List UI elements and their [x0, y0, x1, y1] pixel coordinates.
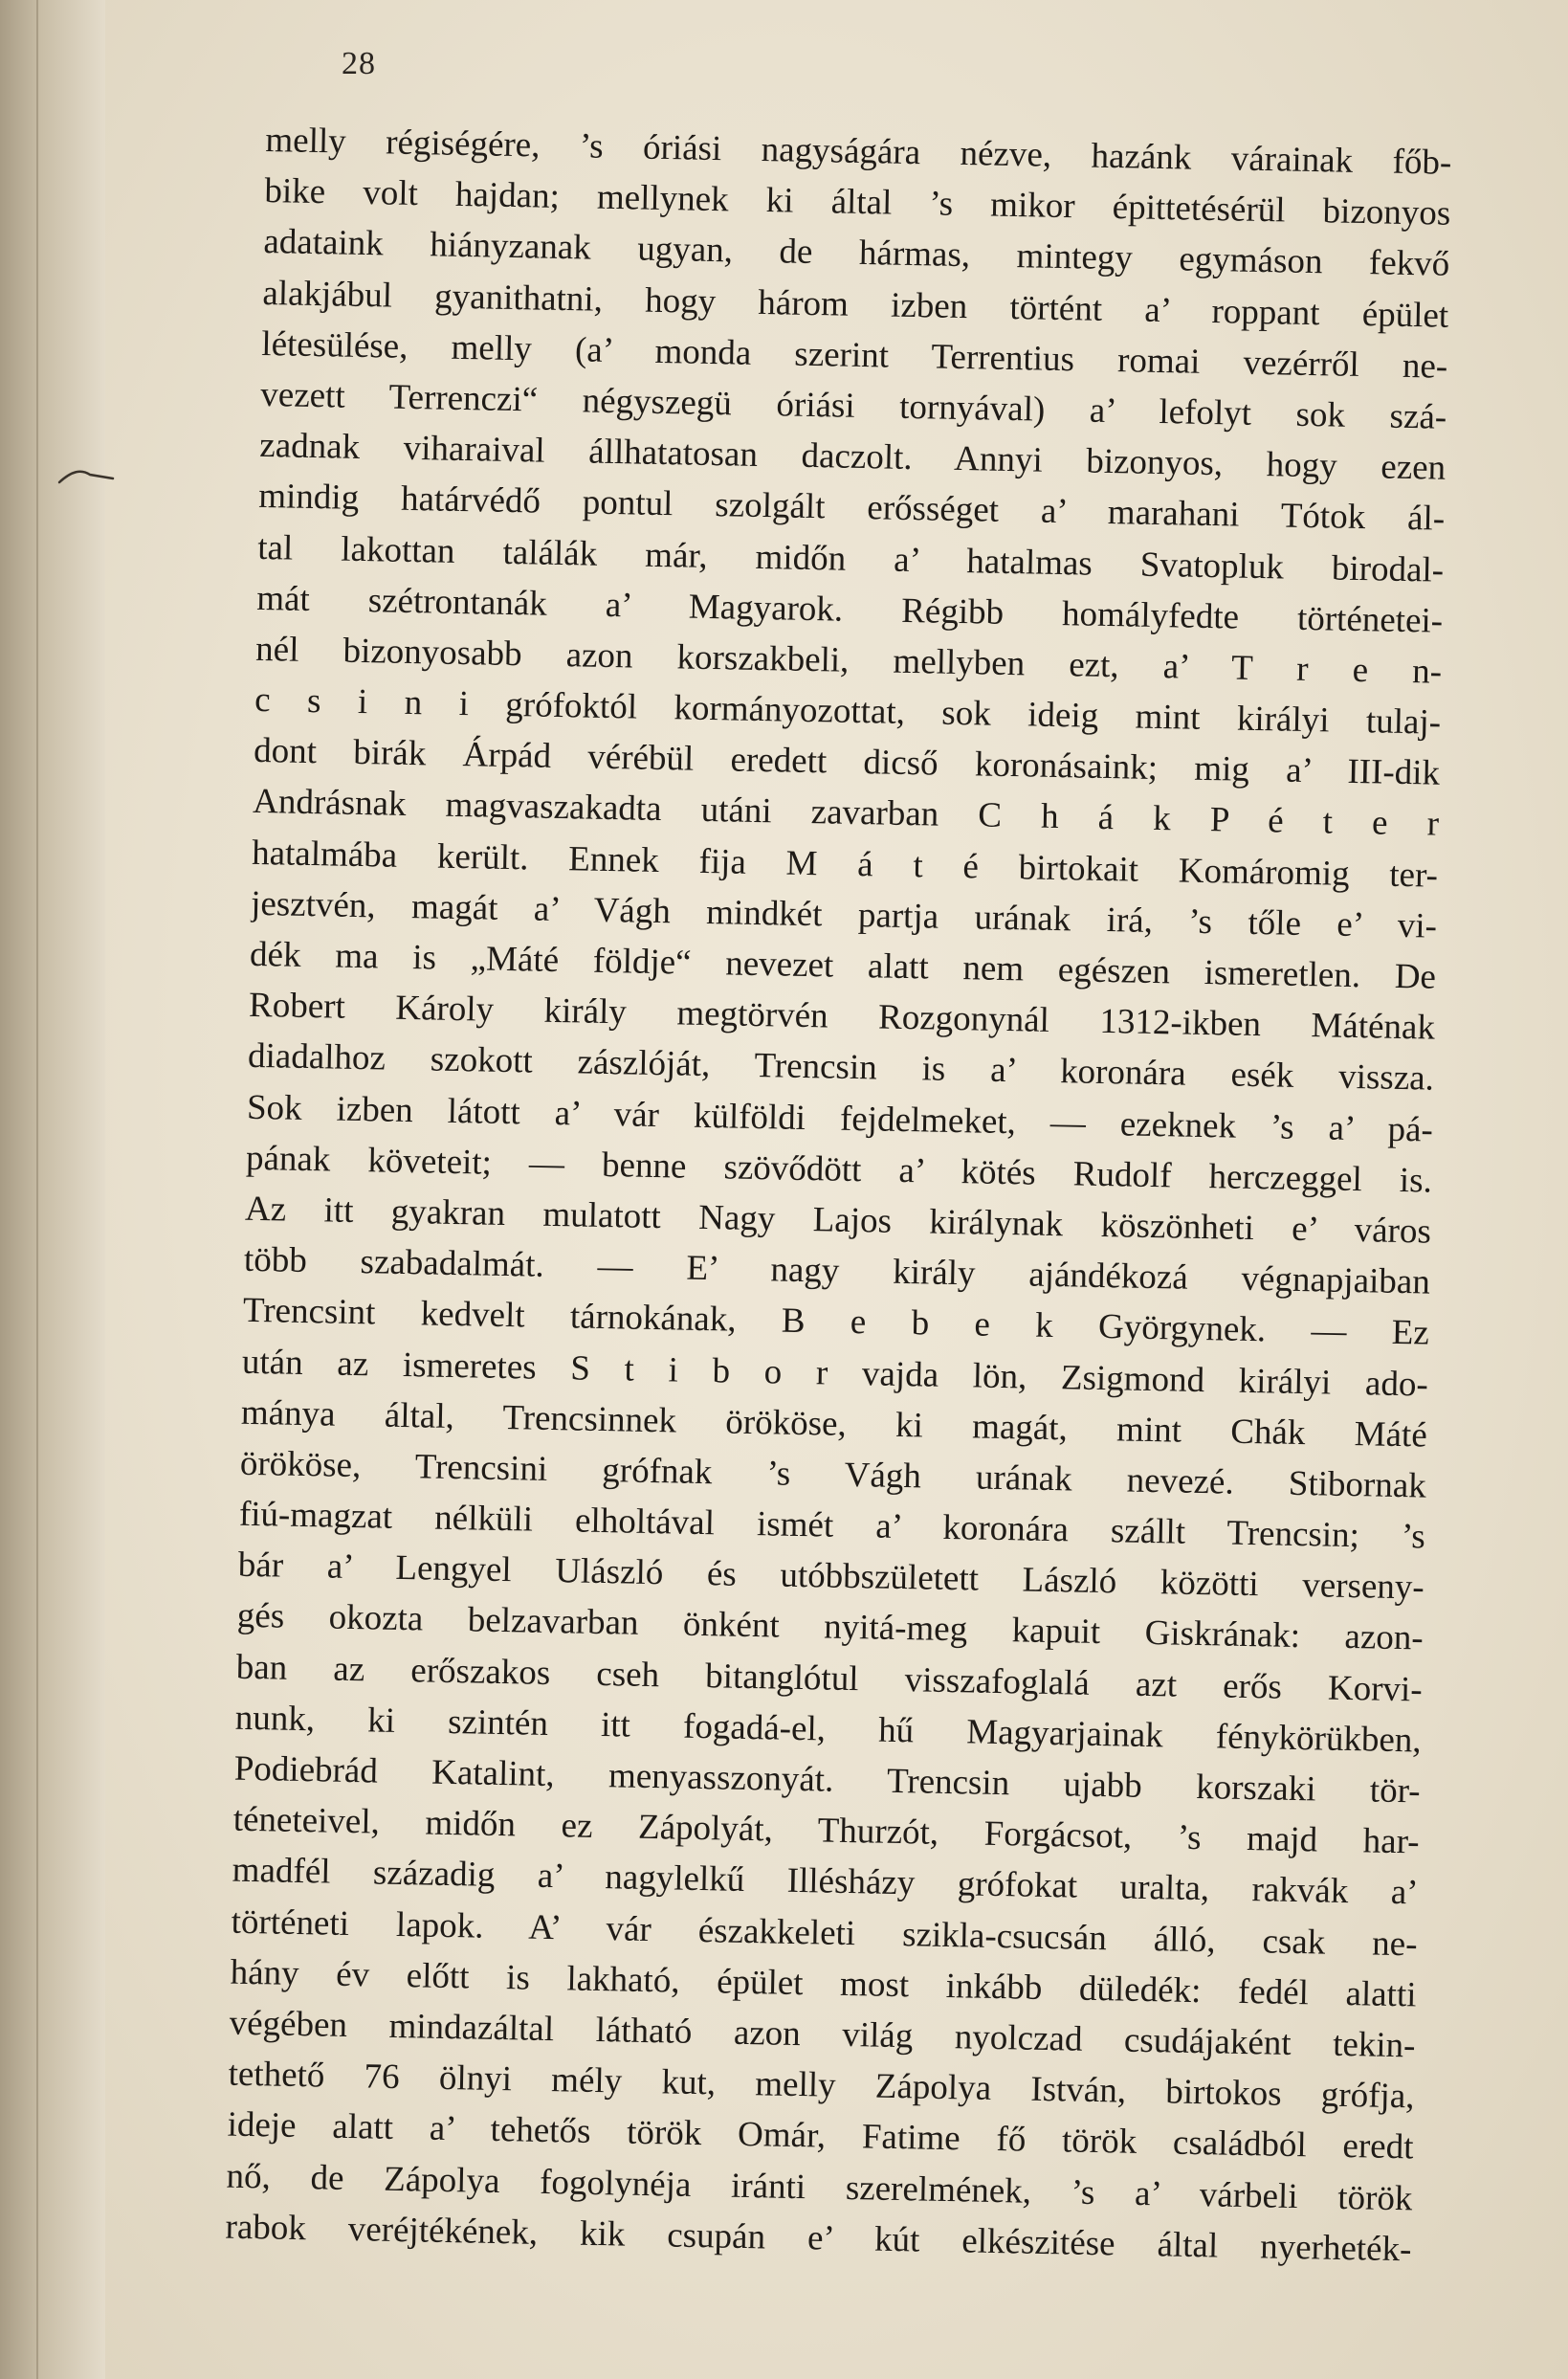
- text-line: Robert Károly király megtörvén Rozgonynál 1312-ikben Máténak: [248, 986, 1436, 1048]
- text-line: mánya által, Trencsinnek örököse, ki magát, mint Chák Máté: [240, 1392, 1428, 1456]
- text-line: nunk, ki szintén itt fogadá-el, hű Magyarjainak fénykörükben,: [234, 1698, 1423, 1761]
- text-line: madfél századig a’ nagylelkű Illésházy grófokat uralta, rakvák a’: [232, 1851, 1419, 1913]
- text-line: után az ismeretes S t i b o r vajda lön, Zsigmond királyi ado-: [241, 1342, 1429, 1405]
- text-line: több szabadalmát. — E’ nagy király ajándékozá végnapjaiban: [243, 1239, 1431, 1302]
- page-number: 28: [342, 46, 376, 81]
- text-line: vezett Terrenczi“ négyszegü óriási tornyával) a’ lefolyt sok szá-: [259, 374, 1447, 437]
- text-line: Podiebrád Katalint, menyasszonyát. Trencsin ujabb korszaki tör-: [233, 1748, 1421, 1812]
- text-line: c s i n i grófoktól kormányozottat, sok ideig mint királyi tulaj-: [254, 679, 1442, 743]
- text-line: melly régiségére, ’s óriási nagyságára nézve, hazánk várainak főb-: [265, 120, 1452, 183]
- text-line: alakjábul gyanithatni, hogy három izben történt a’ roppant épület: [262, 273, 1449, 336]
- text-line: gés okozta belzavarban önként nyitá-meg kapuit Giskrának: azon-: [236, 1596, 1424, 1658]
- margin-pencil-mark: [57, 465, 115, 486]
- text-line: bike volt hajdan; mellynek ki által ’s mikor épittetésérül bizonyos: [264, 171, 1451, 233]
- text-line: ban az erőszakos cseh bitanglótul visszafoglalá azt erős Korvi-: [235, 1647, 1424, 1710]
- text-line: Trencsint kedvelt tárnokának, B e b e k Györgynek. — Ez: [242, 1291, 1430, 1353]
- text-line: téneteivel, midőn ez Zápolyát, Thurzót, Forgácsot, ’s majd har-: [232, 1799, 1420, 1862]
- text-line: bár a’ Lengyel Ulászló és utóbbszületett László közötti verseny-: [237, 1545, 1425, 1608]
- text-line: örököse, Trencsini grófnak ’s Vágh urának nevezé. Stibornak: [239, 1443, 1427, 1506]
- text-line: nő, de Zápolya fogolynéja iránti szerelmének, ’s a’ várbeli török: [226, 2156, 1413, 2218]
- text-line: diadalhoz szokott zászlóját, Trencsin is a’ koronára esék vissza.: [247, 1036, 1435, 1099]
- text-line: ideje alatt a’ tehetős török Omár, Fatime fő török családból eredt: [227, 2104, 1414, 2168]
- text-line: hány év előtt is lakható, épület most inkább düledék: fedél alatti: [230, 1952, 1417, 2015]
- text-line: mindig határvédő pontul szolgált erősséget a’ marahani Tótok ál-: [257, 477, 1446, 540]
- text-line: létesülése, melly (a’ monda szerint Terrentius romai vezérről ne-: [261, 323, 1448, 387]
- text-line: fiú-magzat nélküli elholtával ismét a’ koronára szállt Trencsin; ’s: [238, 1494, 1426, 1557]
- text-line: zadnak viharaival állhatatosan daczolt. Annyi bizonyos, hogy ezen: [258, 426, 1447, 488]
- text-line: hatalmába került. Ennek fija M á t é birtokait Komáromig ter-: [251, 833, 1439, 896]
- text-line: jesztvén, magát a’ Vágh mindkét partja urának irá, ’s tőle e’ vi-: [250, 883, 1438, 946]
- page-gutter: [0, 0, 105, 2379]
- text-line: tethető 76 ölnyi mély kut, melly Zápolya István, birtokos grófja,: [228, 2054, 1415, 2117]
- text-line: történeti lapok. A’ vár északkeleti szikla-csucsán álló, csak ne-: [231, 1901, 1418, 1965]
- text-line: rabok veréjtékének, kik csupán e’ kút elkészitése által nyerheték-: [225, 2207, 1412, 2270]
- text-line: mát szétrontanák a’ Magyarok. Régibb homályfedte történetei-: [255, 578, 1444, 641]
- body-text: [225, 115, 1452, 2275]
- text-line: dék ma is „Máté földje“ nevezet alatt nem egészen ismeretlen. De: [249, 934, 1437, 997]
- text-line: nél bizonyosabb azon korszakbeli, mellyben ezt, a’ T r e n-: [254, 629, 1443, 692]
- text-line: dont birák Árpád vérébül eredett dicső koronásaink; mig a’ III-dik: [253, 731, 1441, 793]
- text-line: pának követeit; — benne szövődött a’ kötés Rudolf herczeggel is.: [245, 1138, 1433, 1201]
- text-line: végében mindazáltal látható azon világ nyolczad csudájaként tekin-: [229, 2003, 1416, 2066]
- text-line: Az itt gyakran mulatott Nagy Lajos királynak köszönheti e’ város: [244, 1189, 1432, 1252]
- binding-line: [36, 0, 38, 2379]
- text-line: Andrásnak magvaszakadta utáni zavarban C h á k P é t e r: [252, 782, 1440, 845]
- text-line: Sok izben látott a’ vár külföldi fejdelmeket, — ezeknek ’s a’ pá-: [246, 1087, 1434, 1150]
- text-line: adataink hiányzanak ugyan, de hármas, mintegy egymáson fekvő: [263, 222, 1450, 285]
- text-line: tal lakottan találák már, midőn a’ hatalmas Svatopluk birodal-: [256, 527, 1445, 590]
